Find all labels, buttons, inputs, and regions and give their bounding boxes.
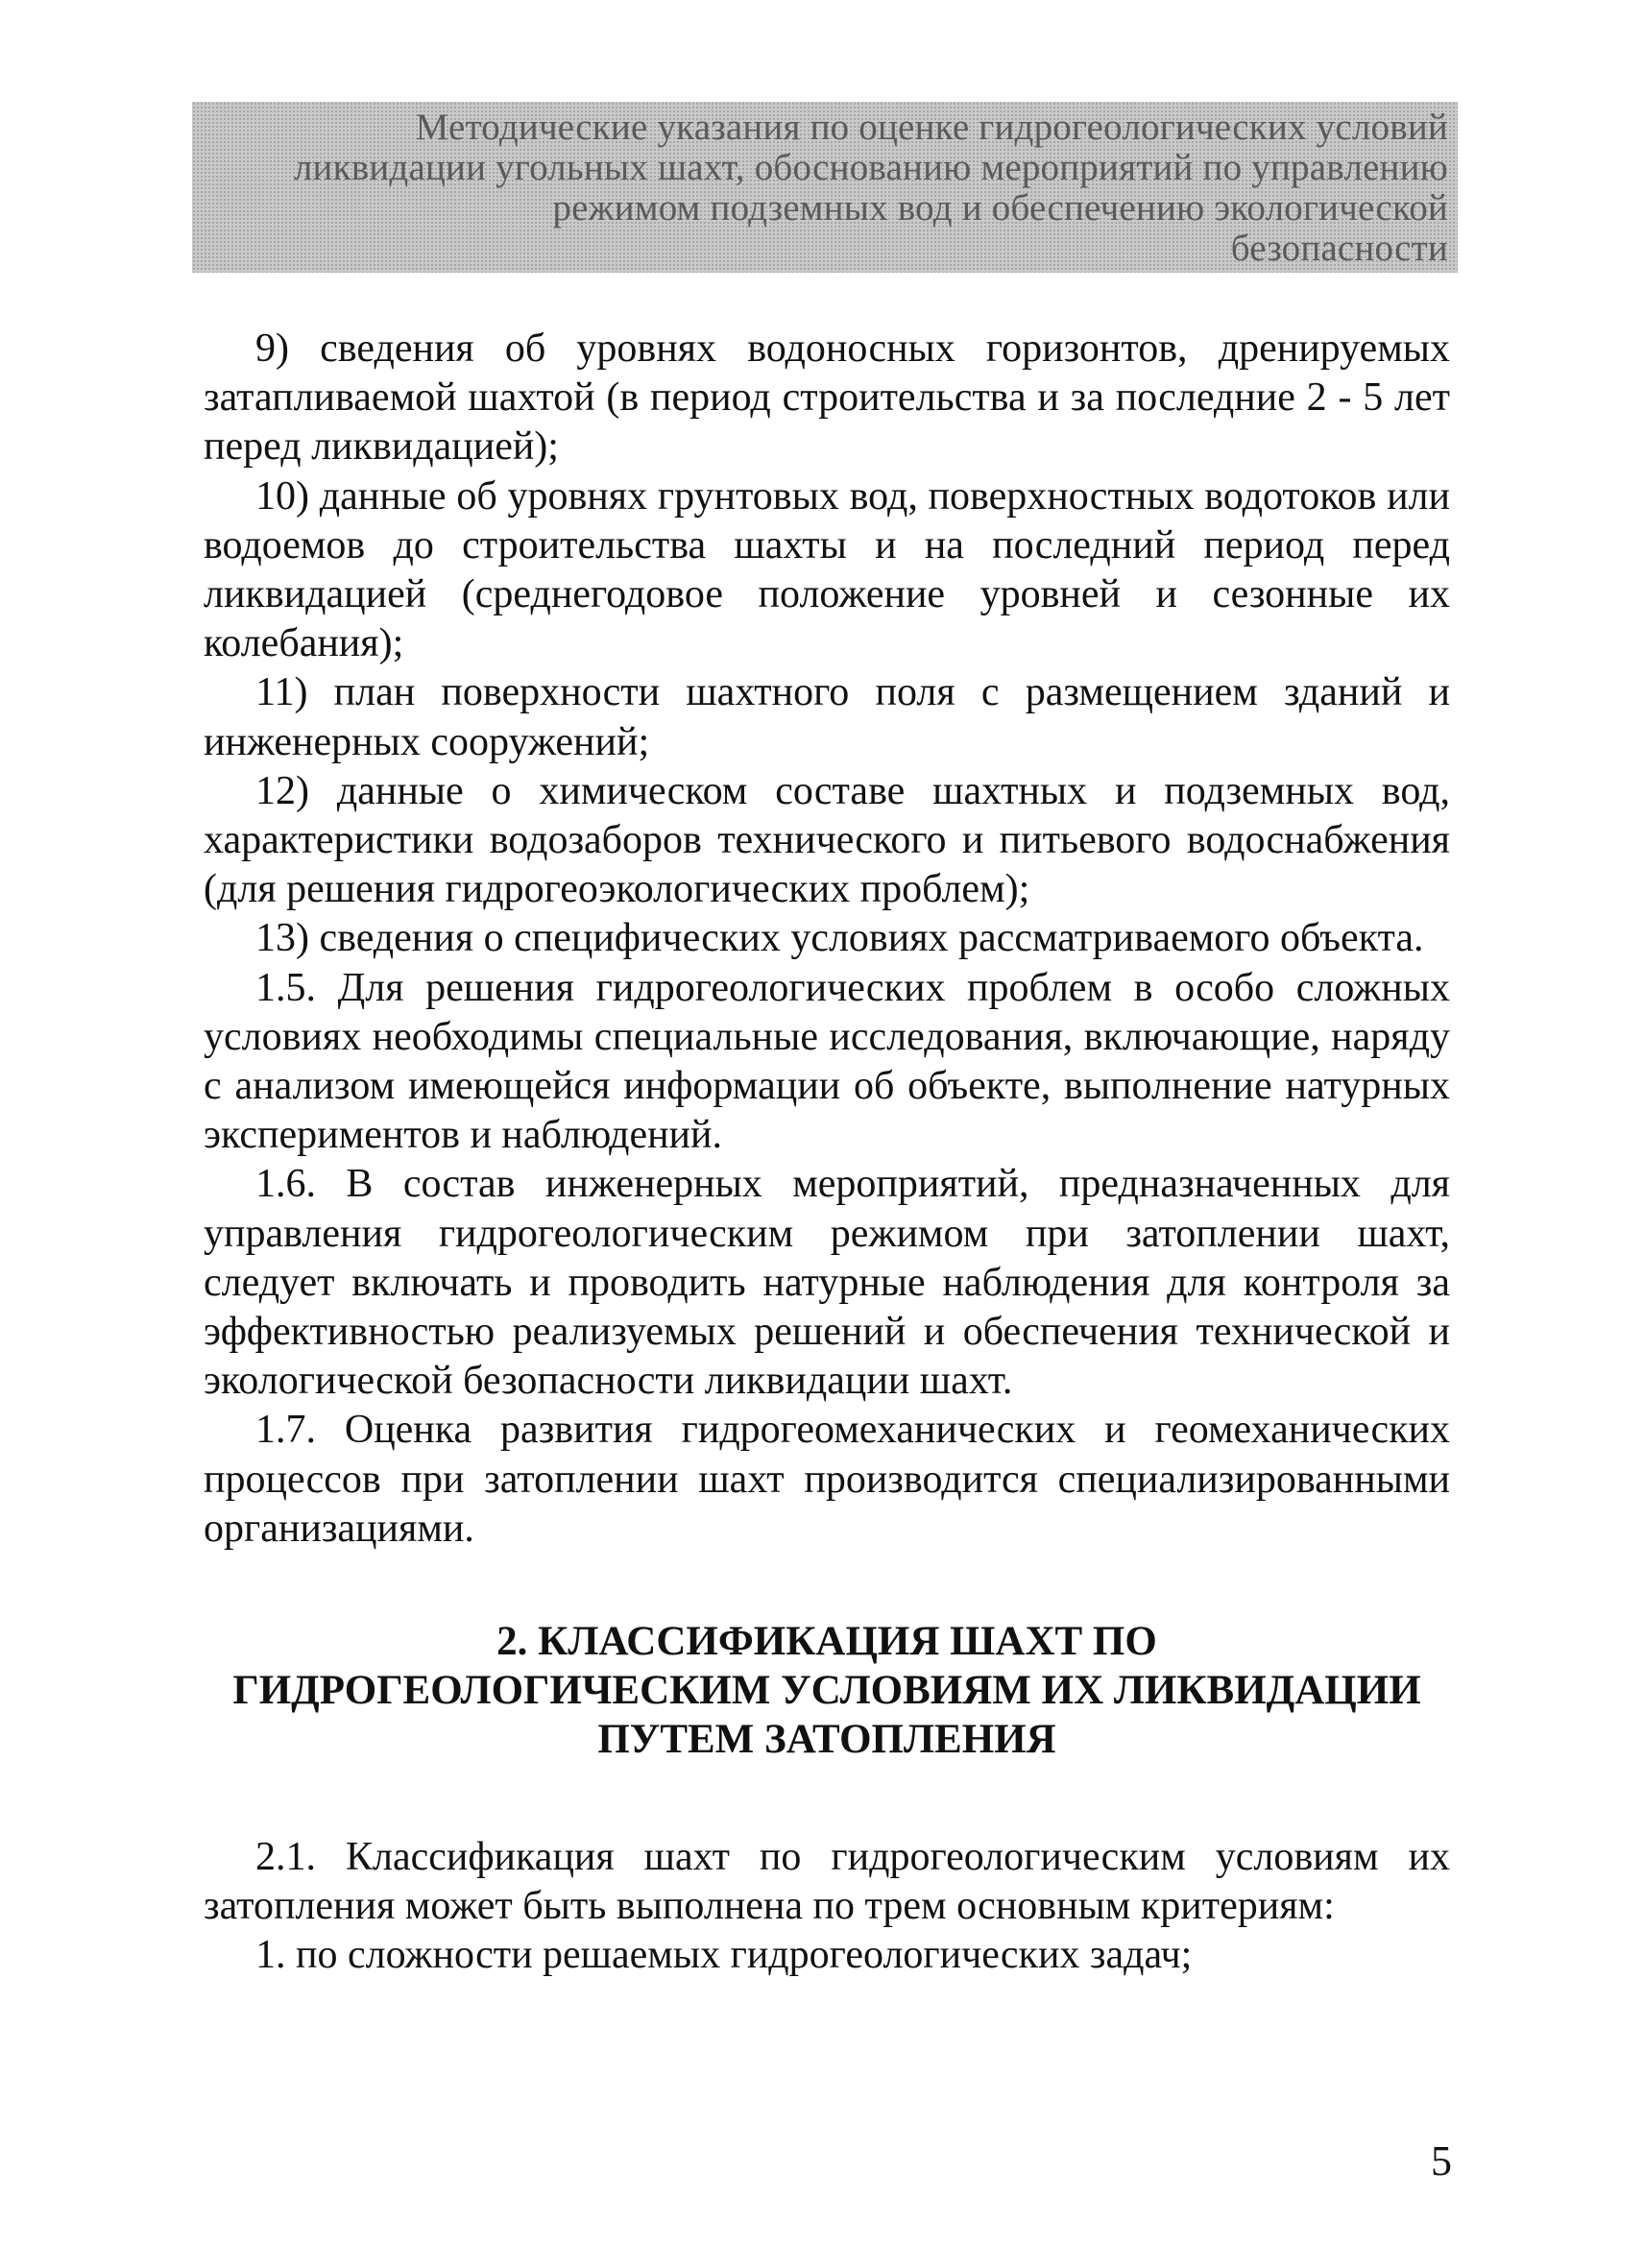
page-body xyxy=(204,325,1450,1981)
section-heading xyxy=(204,1617,1450,1764)
list-item-10: 10) данные об уровнях грунтовых вод, поверхностных водотоков или водоемов до строительства шахты и на последний период перед ликвидацией (среднегодовое положение уровней и сезонные их колебания); xyxy=(204,473,1450,666)
section-heading-line: 2. КЛАССИФИКАЦИЯ ШАХТ ПО xyxy=(496,1619,1157,1665)
clause-1-5: 1.5. Для решения гидрогеологических проблем в особо сложных условиях необходимы специальные исследования, включающие, наряду с анализом имеющейся информации об объекте, выполнение натурных экспериментов и наблюдений. xyxy=(204,965,1450,1158)
running-header-line: Методические указания по оценке гидрогеологических условий xyxy=(415,107,1448,148)
page-number: 5 xyxy=(1431,2137,1452,2184)
running-header xyxy=(192,102,1458,273)
list-item-12: 12) данные о химическом составе шахтных и подземных вод, характеристики водозаборов технического и питьевого водоснабжения (для решения гидрогеоэкологических проблем); xyxy=(204,768,1450,912)
section-heading-line: ПУТЕМ ЗАТОПЛЕНИЯ xyxy=(597,1717,1056,1763)
clause-2-1: 2.1. Классификация шахт по гидрогеологическим условиям их затопления может быть выполнена по трем основным критериям: xyxy=(204,1835,1450,1929)
list-item-9: 9) сведения об уровнях водоносных горизонтов, дренируемых затапливаемой шахтой (в период строительства и за последние 2 - 5 лет перед ликвидацией); xyxy=(204,326,1450,470)
list-item-11: 11) план поверхности шахтного поля с размещением зданий и инженерных сооружений; xyxy=(204,670,1450,764)
list-item-13: 13) сведения о специфических условиях рассматриваемого объекта. xyxy=(255,916,1424,961)
running-header-line: безопасности xyxy=(1230,228,1448,269)
clause-1-6: 1.6. В состав инженерных мероприятий, предназначенных для управления гидрогеологическим режимом при затоплении шахт, следует включать и проводить натурные наблюдения для контроля за эффективностью реализуемых решений и обеспечения технической и экологической безопасности ликвидации шахт. xyxy=(204,1162,1450,1404)
clause-1-7: 1.7. Оценка развития гидрогеомеханических и геомеханических процессов при затоплении шахт производится специализированными организациями. xyxy=(204,1408,1450,1551)
section-heading-line: ГИДРОГЕОЛОГИЧЕСКИМ УСЛОВИЯМ ИХ ЛИКВИДАЦИИ xyxy=(232,1668,1421,1714)
running-header-line: режимом подземных вод и обеспечению экологической xyxy=(552,187,1448,229)
criteria-item-1: 1. по сложности решаемых гидрогеологических задач; xyxy=(255,1933,1193,1978)
running-header-line: ликвидации угольных шахт, обоснованию мероприятий по управлению xyxy=(293,147,1448,188)
